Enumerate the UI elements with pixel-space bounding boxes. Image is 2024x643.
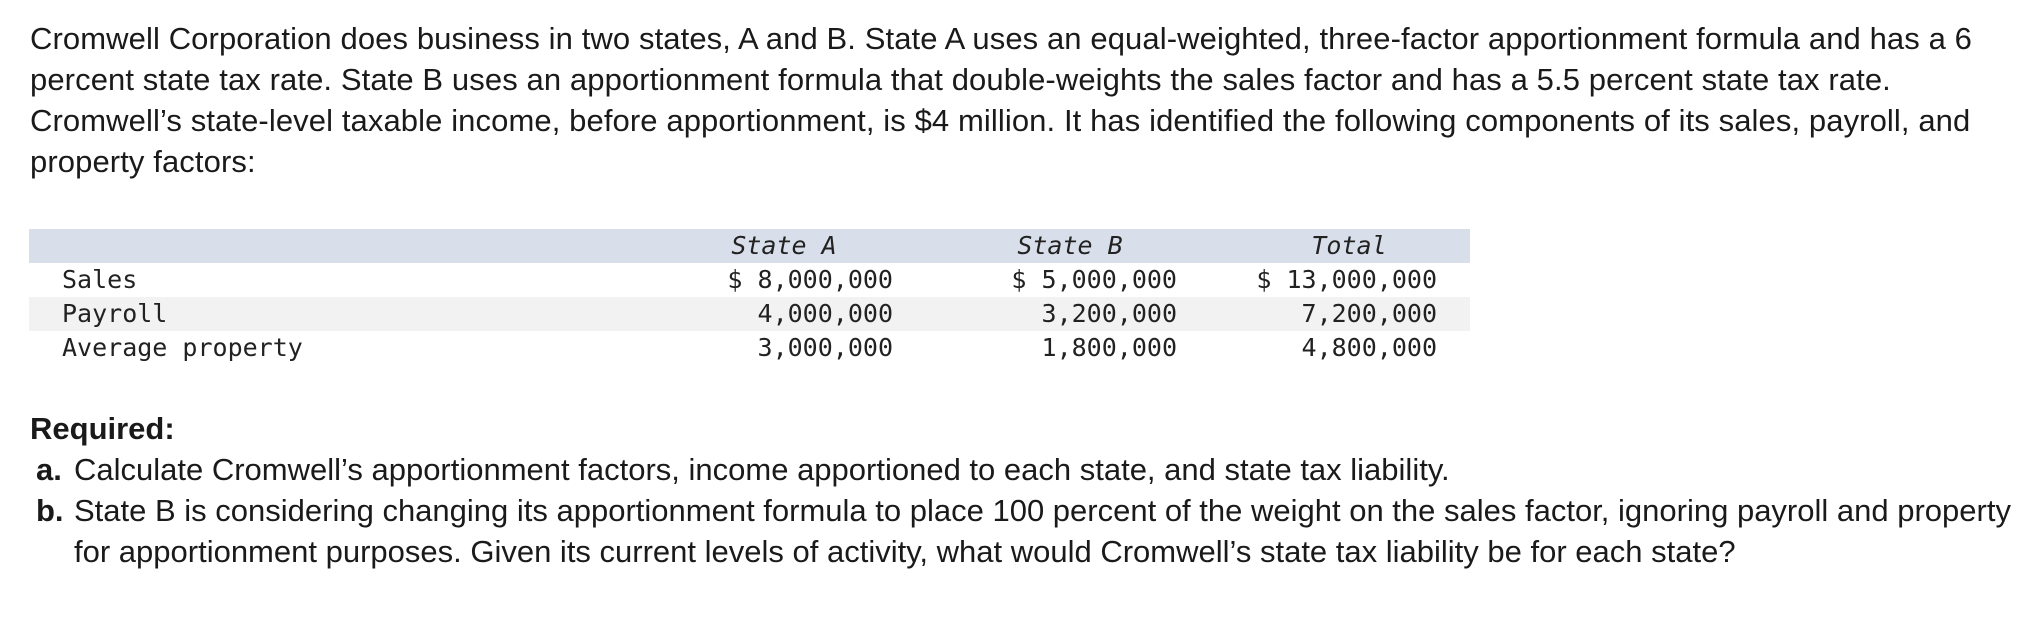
- table-row-sales: [29, 263, 1470, 297]
- required-item-b: [30, 490, 2024, 572]
- cell-total: 4,800,000: [1301, 333, 1437, 362]
- cell-total: $ 13,000,000: [1256, 265, 1437, 294]
- cell-state-b: 1,800,000: [1041, 333, 1177, 362]
- row-label: Average property: [62, 333, 303, 362]
- table-row-payroll: [29, 297, 1470, 331]
- cell-state-b: 3,200,000: [1041, 299, 1177, 328]
- cell-state-a: 3,000,000: [757, 333, 893, 362]
- item-marker: a.: [36, 452, 62, 487]
- cell-state-a: 4,000,000: [757, 299, 893, 328]
- item-text: Calculate Cromwell’s apportionment factors, income apportioned to each state, and state tax liability.: [74, 452, 1450, 487]
- row-label: Sales: [62, 265, 138, 294]
- problem-intro: Cromwell Corporation does business in two states, A and B. State A uses an equal-weighted, three-factor apportionment formula and has a 6 percent state tax rate. State B uses an apportionment formula that double-weights the sales factor and has a 5.5 percent state tax rate. Cromwell’s state-level taxable income, before apportionment, is $4 million. It has identified the following components of its sales, payroll, and property factors:: [30, 21, 1972, 179]
- item-text: State B is considering changing its apportionment formula to place 100 percent of the weight on the sales factor, ignoring payroll and property for apportionment purposes. Given its current levels of activity, what would Cromwell’s state tax liability be for each state?: [74, 493, 2011, 569]
- required-heading: Required:: [30, 411, 175, 446]
- table-row-average-property: [29, 331, 1470, 365]
- column-header-total: Total: [1311, 231, 1387, 260]
- item-marker: b.: [36, 493, 64, 528]
- required-section: [30, 408, 2024, 572]
- cell-total: 7,200,000: [1301, 299, 1437, 328]
- column-header-state-a: State A: [731, 231, 837, 260]
- cell-state-a: $ 8,000,000: [727, 265, 893, 294]
- cell-state-b: $ 5,000,000: [1011, 265, 1177, 294]
- row-label: Payroll: [62, 299, 168, 328]
- table-header-row: [29, 229, 1470, 263]
- column-header-state-b: State B: [1017, 231, 1123, 260]
- factor-table: [29, 229, 1470, 365]
- required-item-a: [30, 449, 2024, 490]
